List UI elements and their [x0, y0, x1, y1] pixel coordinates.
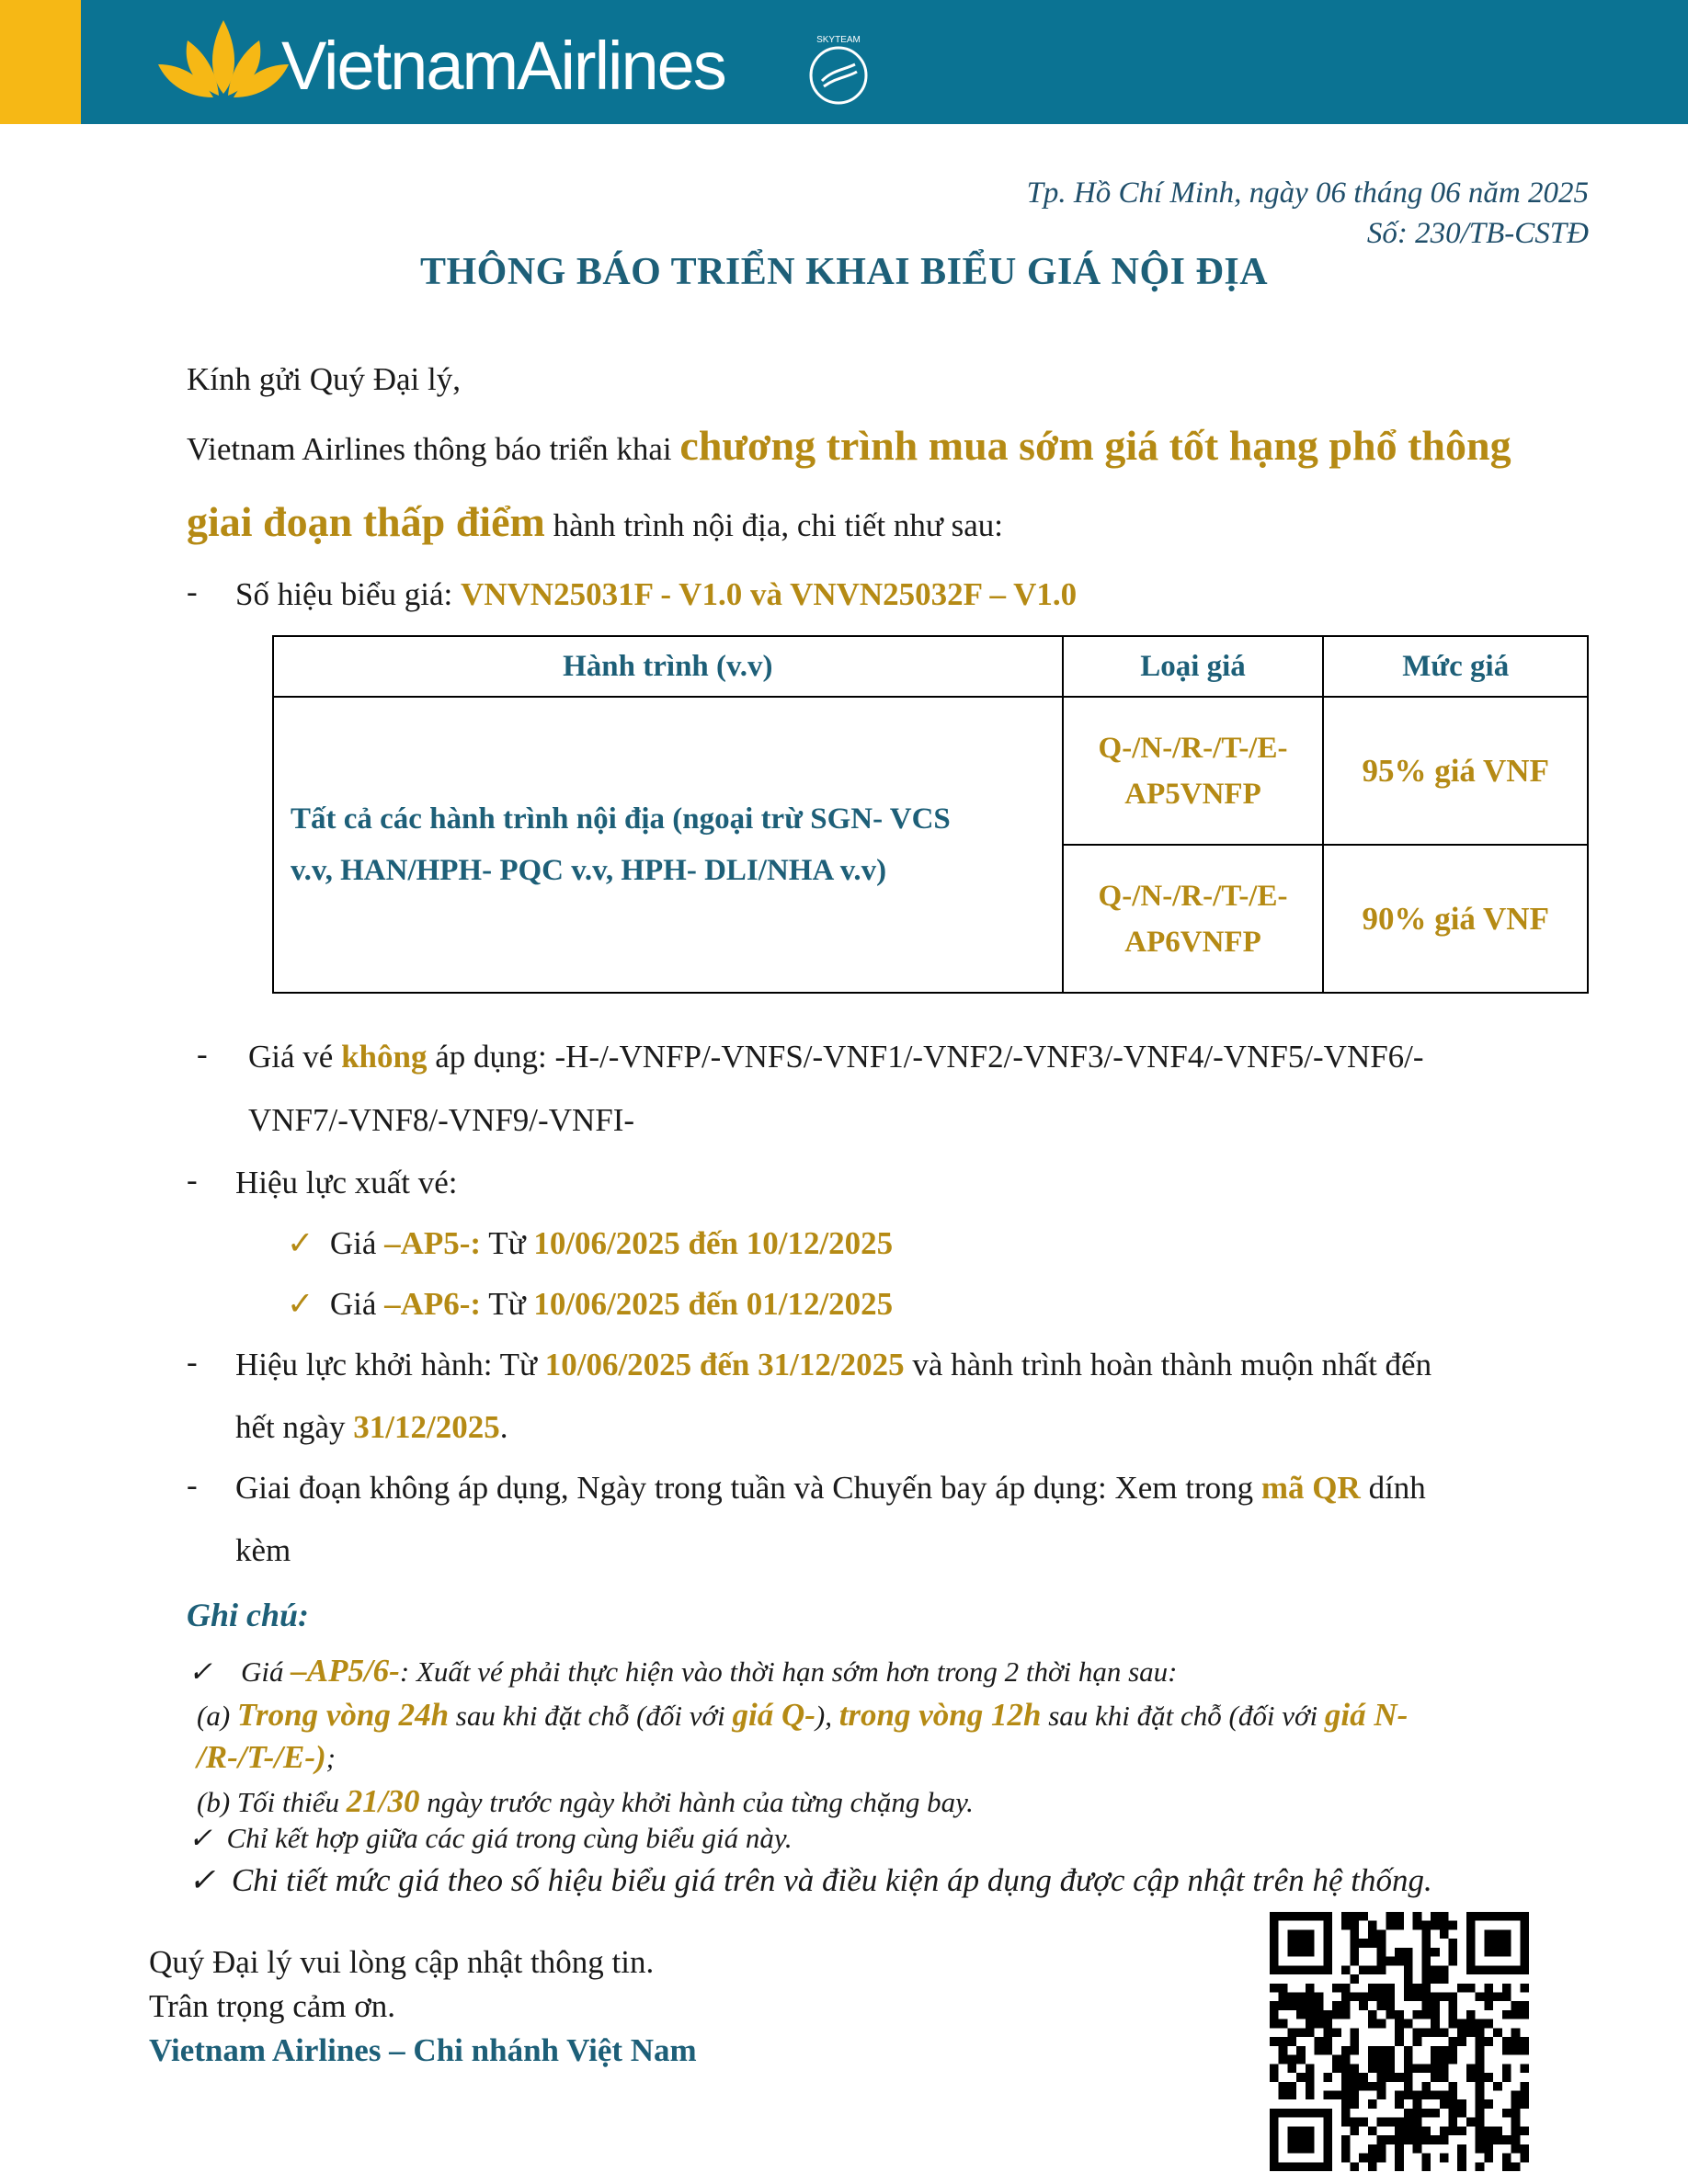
ticketing-item	[287, 1283, 893, 1325]
lotus-logo-icon	[154, 13, 292, 105]
not-applicable-line-1	[248, 1036, 1424, 1078]
note-2	[188, 1822, 793, 1855]
note-a-line2-tail: ;	[325, 1742, 336, 1774]
departure-date: 31/12/2025	[353, 1409, 500, 1445]
logo-wordmark: VietnamAirlines	[281, 28, 725, 104]
not-applicable-line-2: VNF7/-VNF8/-VNF9/-VNFI-	[248, 1102, 635, 1138]
note-a-line-2	[197, 1739, 336, 1776]
ticketing-item-code: –AP6-:	[384, 1286, 482, 1322]
price-cell: 90% giá VNF	[1323, 845, 1588, 993]
note-b	[197, 1783, 974, 1820]
note-a-line-1	[197, 1697, 1408, 1734]
note-b-post: ngày trước ngày khởi hành của từng chặng bay.	[419, 1786, 974, 1818]
check-icon: ✓	[188, 1822, 212, 1854]
note-3-text: Chi tiết mức giá theo số hiệu biểu giá trên và điều kiện áp dụng được cập nhật trên hệ thống.	[231, 1862, 1432, 1898]
departure-post: và hành trình hoàn thành muộn nhất đến	[904, 1347, 1432, 1382]
fare-type-line-2: AP5VNFP	[1124, 777, 1261, 811]
page-title: THÔNG BÁO TRIỂN KHAI BIỂU GIÁ NỘI ĐỊA	[419, 251, 1269, 293]
bullet-dash: -	[187, 1162, 198, 1198]
fare-type-line-2: AP6VNFP	[1124, 925, 1261, 959]
departure-pre: Hiệu lực khởi hành: Từ	[235, 1347, 545, 1382]
blackout-pre: Giai đoạn không áp dụng, Ngày trong tuần và Chuyến bay áp dụng: Xem trong	[235, 1470, 1261, 1506]
header-price: Mức giá	[1323, 636, 1588, 697]
blackout-line-1	[235, 1467, 1426, 1509]
fare-type-line-1: Q-/N-/R-/T-/E-	[1098, 731, 1288, 765]
intro-highlight-1: chương trình mua sớm giá tốt hạng phổ thông	[679, 422, 1511, 469]
route-line-2: v.v, HAN/HPH- PQC v.v, HPH- DLI/NHA v.v)	[291, 854, 887, 887]
ticketing-item-mid: Từ	[481, 1286, 534, 1322]
skyteam-label: SKYTEAM	[816, 35, 861, 45]
bullet-dash: -	[187, 574, 198, 609]
note-b-pre: (b) Tối thiểu	[197, 1786, 347, 1818]
note-a-h3: trong vòng 12h	[838, 1697, 1042, 1733]
note-a-h2: giá Q-	[732, 1697, 815, 1733]
header-route: Hành trình (v.v)	[273, 636, 1063, 697]
table-row	[273, 697, 1588, 845]
check-icon: ✓	[188, 1862, 216, 1898]
notes-heading: Ghi chú:	[187, 1597, 310, 1633]
fare-basis-value: VNVN25031F - V1.0 và VNVN25032F – V1.0	[460, 576, 1078, 612]
ticketing-item-pre: Giá	[329, 1225, 385, 1261]
header-gold-strip	[0, 0, 81, 124]
route-cell	[273, 697, 1063, 993]
note-a-h1: Trong vòng 24h	[236, 1697, 450, 1733]
document-meta	[1027, 173, 1589, 254]
fare-basis-label: Số hiệu biểu giá:	[235, 576, 461, 612]
intro-post: hành trình nội địa, chi tiết như sau:	[544, 507, 1003, 543]
fare-basis-line	[235, 574, 1077, 616]
blackout-line-2: kèm	[235, 1532, 291, 1568]
fare-type-cell	[1063, 845, 1324, 993]
note-a-t2: ),	[815, 1700, 839, 1732]
ticketing-item-pre: Giá	[329, 1286, 385, 1322]
header-fare-type: Loại giá	[1063, 636, 1324, 697]
ticketing-item-mid: Từ	[481, 1225, 534, 1261]
closing-line-1: Quý Đại lý vui lòng cập nhật thông tin.	[149, 1944, 655, 1980]
intro-line-1	[187, 422, 1511, 471]
note-a-label: (a)	[197, 1700, 237, 1732]
route-line-1: Tất cả các hành trình nội địa (ngoại trừ SGN- VCS	[291, 802, 951, 836]
note-1-code: –AP5/6-	[291, 1653, 400, 1689]
note-b-bold: 21/30	[346, 1783, 420, 1819]
departure-line2-pre: hết ngày	[235, 1409, 354, 1445]
header-band	[0, 0, 1688, 124]
greeting: Kính gửi Quý Đại lý,	[187, 361, 461, 397]
note-1-post: : Xuất vé phải thực hiện vào thời hạn sớm hơn trong 2 thời hạn sau:	[399, 1655, 1178, 1688]
closing-line-2: Trân trọng cảm ơn.	[149, 1988, 396, 2024]
qr-code-icon[interactable]	[1261, 1912, 1537, 2171]
bullet-dash: -	[187, 1467, 198, 1503]
note-a-h4: giá N-	[1324, 1697, 1409, 1733]
bullet-dash: -	[187, 1344, 198, 1380]
not-applicable-pre: Giá vé	[248, 1039, 342, 1075]
note-1	[188, 1653, 1178, 1689]
not-applicable-bold: không	[341, 1039, 428, 1075]
note-1-pre: Giá	[240, 1655, 291, 1688]
table-header-row	[273, 636, 1588, 697]
blackout-qr: mã QR	[1260, 1470, 1361, 1506]
fare-type-cell	[1063, 697, 1324, 845]
note-a-line2-highlight: /R-/T-/E-)	[197, 1739, 326, 1775]
departure-line-1	[235, 1344, 1431, 1386]
place-date: Tp. Hồ Chí Minh, ngày 06 tháng 06 năm 2025	[1026, 176, 1589, 210]
ticketing-label: Hiệu lực xuất vé:	[235, 1165, 458, 1200]
intro-highlight-2: giai đoạn thấp điểm	[187, 498, 545, 545]
bullet-dash: -	[197, 1036, 208, 1072]
fare-type-line-1: Q-/N-/R-/T-/E-	[1098, 879, 1288, 913]
blackout-post: dính	[1360, 1470, 1426, 1506]
not-applicable-codes: áp dụng: -H-/-VNFP/-VNFS/-VNF1/-VNF2/-VNF3/-VNF4/-VNF5/-VNF6/-	[427, 1039, 1424, 1075]
departure-line2-post: .	[499, 1409, 508, 1445]
note-2-text: Chỉ kết hợp giữa các giá trong cùng biểu giá này.	[226, 1822, 793, 1854]
document-number: Số: 230/TB-CSTĐ	[1366, 217, 1589, 250]
signature: Vietnam Airlines – Chi nhánh Việt Nam	[149, 2032, 697, 2068]
note-a-t3: sau khi đặt chỗ (đối với	[1041, 1700, 1325, 1732]
skyteam-logo-icon	[796, 29, 881, 114]
price-cell: 95% giá VNF	[1323, 697, 1588, 845]
departure-line-2	[235, 1406, 508, 1449]
check-icon: ✓	[287, 1286, 314, 1322]
fare-table	[272, 635, 1589, 994]
intro-pre: Vietnam Airlines thông báo triển khai	[187, 431, 680, 467]
ticketing-item-code: –AP5-:	[384, 1225, 482, 1261]
intro-line-2	[187, 498, 1003, 547]
note-3	[188, 1862, 1432, 1899]
note-a-t1: sau khi đặt chỗ (đối với	[449, 1700, 733, 1732]
check-icon: ✓	[188, 1655, 212, 1688]
departure-range: 10/06/2025 đến 31/12/2025	[544, 1347, 905, 1382]
ticketing-item-range: 10/06/2025 đến 01/12/2025	[533, 1286, 894, 1322]
check-icon: ✓	[287, 1225, 314, 1261]
ticketing-item	[287, 1223, 893, 1265]
ticketing-item-range: 10/06/2025 đến 10/12/2025	[533, 1225, 894, 1261]
